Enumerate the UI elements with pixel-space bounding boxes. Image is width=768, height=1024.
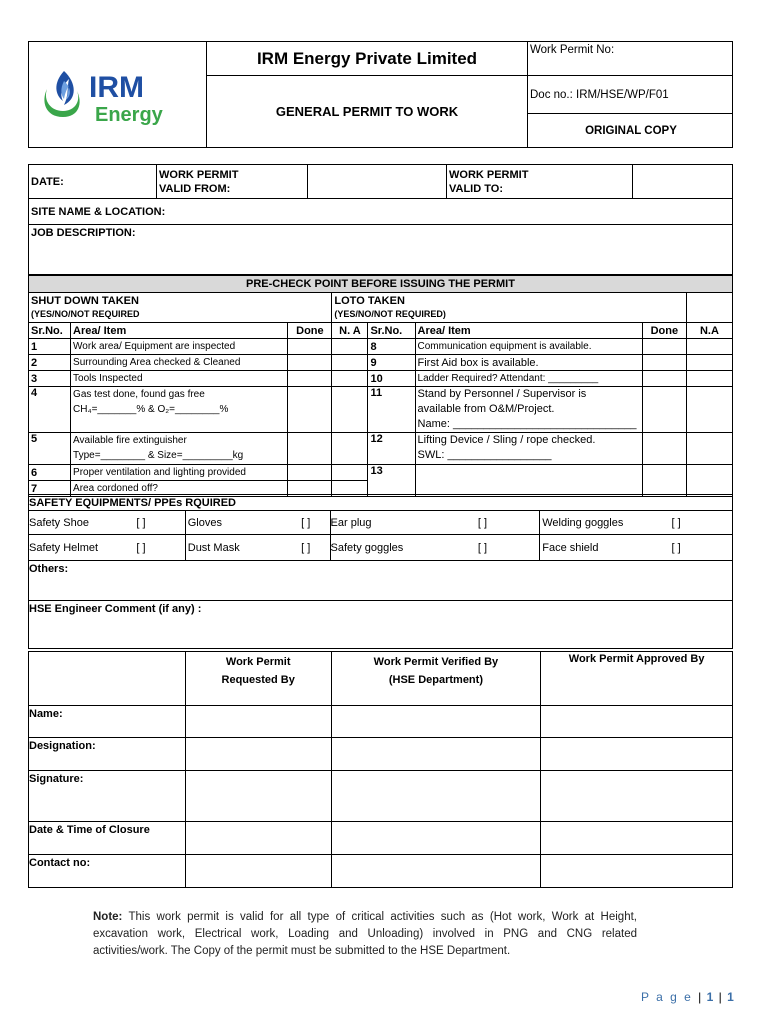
- na-checkbox[interactable]: [686, 387, 732, 433]
- row-no: 10: [368, 371, 415, 387]
- done-checkbox[interactable]: [288, 465, 332, 481]
- row-item: [415, 465, 642, 497]
- row-no: 9: [368, 355, 415, 371]
- na-checkbox[interactable]: [686, 433, 732, 465]
- na-checkbox[interactable]: [332, 371, 368, 387]
- company-name: IRM Energy Private Limited: [207, 42, 528, 76]
- valid-to-label: [447, 165, 633, 199]
- loto-options: (YES/NO/NOT REQUIRED): [334, 308, 446, 319]
- logo-text-irm: IRM: [88, 70, 144, 104]
- loto-field[interactable]: [686, 293, 732, 323]
- sign-row-closure: [29, 822, 733, 855]
- table-row: [29, 339, 733, 355]
- permit-title: GENERAL PERMIT TO WORK: [207, 76, 528, 148]
- sign-cell[interactable]: [331, 855, 541, 888]
- note-label: Note:: [93, 911, 123, 923]
- doc-no: Doc no.: IRM/HSE/WP/F01: [528, 76, 733, 114]
- sign-cell[interactable]: [541, 706, 733, 738]
- page-separator: |: [718, 990, 722, 1004]
- ppe-checkbox-gloves[interactable]: [ ]: [299, 511, 330, 535]
- valid-from-label: [157, 165, 308, 199]
- table-row: [29, 371, 733, 387]
- table-row: [29, 433, 733, 465]
- ppe-checkbox-safety-shoe[interactable]: [ ]: [134, 511, 185, 535]
- row-item: Ladder Required? Attendant: _________: [415, 371, 642, 387]
- ppe-label-welding-goggles: Welding goggles: [540, 511, 670, 535]
- sign-row-label: Name:: [29, 706, 186, 738]
- na-checkbox[interactable]: [332, 465, 368, 481]
- sign-row-label: Date & Time of Closure: [29, 822, 186, 855]
- ppe-checkbox-face-shield[interactable]: [ ]: [670, 535, 733, 561]
- valid-from-line2: VALID FROM:: [159, 182, 231, 195]
- done-checkbox[interactable]: [642, 355, 686, 371]
- approved-by-header: Work Permit Approved By: [541, 652, 733, 706]
- row-no: 2: [29, 355, 71, 371]
- site-location-label: SITE NAME & LOCATION:: [29, 199, 733, 225]
- note-text: This work permit is valid for all type of critical activities such as (Hot work, Work at Height, excavation work, Electrical work, Loading and Unloading) involved in PNG and CNG related activities/work. The Copy of the permit must be submitted to the HSE Department.: [93, 911, 637, 957]
- done-checkbox[interactable]: [288, 355, 332, 371]
- sign-cell[interactable]: [541, 738, 733, 771]
- sign-row-contact: [29, 855, 733, 888]
- footer-note: [93, 909, 637, 960]
- row-no: 1: [29, 339, 71, 355]
- col-srno-right: Sr.No.: [368, 323, 415, 339]
- sign-cell[interactable]: [331, 706, 541, 738]
- row-item-line1: Available fire extinguisher: [73, 435, 187, 446]
- row-no: 6: [29, 465, 71, 481]
- valid-to-field[interactable]: [633, 165, 733, 199]
- table-row: [29, 387, 733, 433]
- col-na: N. A: [332, 323, 368, 339]
- row-no: 12: [368, 433, 415, 465]
- col-item-right: Area/ Item: [415, 323, 642, 339]
- ppe-row: [29, 535, 733, 561]
- sign-cell[interactable]: [541, 822, 733, 855]
- page-separator: |: [698, 990, 702, 1004]
- page-number: [641, 990, 734, 1004]
- row-no: 13: [368, 465, 415, 497]
- row-item-line2: available from O&M/Project.: [417, 403, 555, 415]
- table-row: [29, 355, 733, 371]
- sign-cell[interactable]: [185, 771, 331, 822]
- sign-cell[interactable]: [331, 822, 541, 855]
- valid-to-line1: WORK PERMIT: [449, 168, 529, 181]
- logo-cell: [29, 42, 207, 148]
- na-checkbox[interactable]: [332, 387, 368, 433]
- ppe-checkbox-ear-plug[interactable]: [ ]: [450, 511, 540, 535]
- loto-label: LOTO TAKEN: [334, 294, 405, 307]
- row-no: 7: [29, 481, 71, 497]
- date-label: DATE:: [29, 165, 157, 199]
- sign-row-designation: [29, 738, 733, 771]
- table-row: [29, 465, 733, 481]
- done-checkbox[interactable]: [642, 387, 686, 433]
- sign-row-name: [29, 706, 733, 738]
- page-total: 1: [727, 990, 734, 1004]
- logo-text-energy: Energy: [94, 103, 163, 126]
- sign-cell[interactable]: [185, 706, 331, 738]
- row-item-line3: Name: ______________________________: [417, 418, 637, 430]
- row-item: [71, 387, 288, 433]
- na-checkbox[interactable]: [686, 465, 732, 497]
- page-label: P a g e: [641, 990, 693, 1004]
- row-item-line2: Type=________ & Size=_________kg: [73, 450, 244, 461]
- loto-taken: [332, 293, 686, 323]
- row-no: 5: [29, 433, 71, 465]
- sign-cell[interactable]: [541, 855, 733, 888]
- row-item: First Aid box is available.: [415, 355, 642, 371]
- ppe-label-safety-shoe: Safety Shoe: [29, 511, 135, 535]
- na-checkbox[interactable]: [686, 371, 732, 387]
- precheck-table: [28, 275, 733, 497]
- ppe-label-gloves: Gloves: [185, 511, 299, 535]
- col-srno: Sr.No.: [29, 323, 71, 339]
- shutdown-label: SHUT DOWN TAKEN: [31, 294, 139, 307]
- row-item: [415, 433, 642, 465]
- row-item-line1: Lifting Device / Sling / rope checked.: [417, 434, 596, 446]
- verified-by-header: [331, 652, 541, 706]
- valid-from-field[interactable]: [308, 165, 447, 199]
- others-field[interactable]: Others:: [29, 561, 733, 601]
- original-copy: ORIGINAL COPY: [528, 114, 733, 148]
- row-no: 3: [29, 371, 71, 387]
- ppe-checkbox-safety-goggles[interactable]: [ ]: [450, 535, 540, 561]
- ppe-label-face-shield: Face shield: [540, 535, 670, 561]
- sign-corner: [29, 652, 186, 706]
- na-checkbox[interactable]: [332, 433, 368, 465]
- row-item: Tools Inspected: [71, 371, 288, 387]
- sign-cell[interactable]: [541, 771, 733, 822]
- requested-by-header: [185, 652, 331, 706]
- irm-energy-logo: [33, 55, 203, 135]
- row-item-line2: SWL: _________________: [417, 449, 552, 461]
- ppe-checkbox-welding-goggles[interactable]: [ ]: [670, 511, 733, 535]
- na-checkbox[interactable]: [686, 339, 732, 355]
- work-permit-no: Work Permit No:: [528, 42, 733, 76]
- row-no: 8: [368, 339, 415, 355]
- row-item: [71, 433, 288, 465]
- ppe-title: SAFETY EQUIPMENTS/ PPEs RQUIRED: [29, 495, 733, 511]
- shutdown-options: (YES/NO/NOT REQUIRED: [31, 308, 140, 319]
- row-item: Work area/ Equipment are inspected: [71, 339, 288, 355]
- col-item: Area/ Item: [71, 323, 288, 339]
- row-no: 11: [368, 387, 415, 433]
- na-checkbox[interactable]: [686, 355, 732, 371]
- done-checkbox[interactable]: [642, 371, 686, 387]
- sign-row-label: Designation:: [29, 738, 186, 771]
- row-item-line1: Gas test done, found gas free: [73, 389, 205, 400]
- col-done: Done: [288, 323, 332, 339]
- page-current: 1: [706, 990, 714, 1004]
- sign-cell[interactable]: [331, 738, 541, 771]
- signature-table: [28, 651, 733, 888]
- job-description-label: JOB DESCRIPTION:: [29, 225, 733, 275]
- ppe-table: [28, 494, 733, 649]
- sign-cell[interactable]: [185, 855, 331, 888]
- flame-icon: [44, 71, 79, 117]
- row-item: Surrounding Area checked & Cleaned: [71, 355, 288, 371]
- done-checkbox[interactable]: [642, 339, 686, 355]
- row-item: Proper ventilation and lighting provided: [71, 465, 288, 481]
- ppe-checkbox-safety-helmet[interactable]: [ ]: [134, 535, 185, 561]
- row-item: Area cordoned off?: [71, 481, 288, 497]
- done-checkbox[interactable]: [642, 465, 686, 497]
- requested-by-line1: Work Permit: [225, 656, 291, 668]
- sign-cell[interactable]: [185, 822, 331, 855]
- row-no: 4: [29, 387, 71, 433]
- done-checkbox[interactable]: [288, 387, 332, 433]
- valid-to-line2: VALID TO:: [449, 182, 503, 195]
- shutdown-taken: [29, 293, 332, 323]
- ppe-checkbox-dust-mask[interactable]: [ ]: [299, 535, 330, 561]
- sign-row-label: Contact no:: [29, 855, 186, 888]
- requested-by-line2: Requested By: [221, 674, 295, 686]
- header-table: [28, 41, 733, 148]
- ppe-label-safety-goggles: Safety goggles: [330, 535, 450, 561]
- done-checkbox[interactable]: [288, 433, 332, 465]
- sign-row-label: Signature:: [29, 771, 186, 822]
- verified-by-line2: (HSE Department): [388, 674, 483, 686]
- na-checkbox[interactable]: [332, 355, 368, 371]
- permit-info-table: [28, 164, 733, 275]
- ppe-row: [29, 511, 733, 535]
- col-na-right: N.A: [686, 323, 732, 339]
- valid-from-line1: WORK PERMIT: [159, 168, 239, 181]
- ppe-label-dust-mask: Dust Mask: [185, 535, 299, 561]
- sign-row-signature: [29, 771, 733, 822]
- row-item: Communication equipment is available.: [415, 339, 642, 355]
- hse-comment-field[interactable]: HSE Engineer Comment (if any) :: [29, 601, 733, 649]
- row-item-line1: Stand by Personnel / Supervisor is: [417, 388, 587, 400]
- ppe-label-safety-helmet: Safety Helmet: [29, 535, 135, 561]
- row-item-line2: CH₄=_______% & O₂=________%: [73, 404, 229, 415]
- col-done-right: Done: [642, 323, 686, 339]
- ppe-label-ear-plug: Ear plug: [330, 511, 450, 535]
- done-checkbox[interactable]: [642, 433, 686, 465]
- na-checkbox[interactable]: [332, 339, 368, 355]
- row-item: [415, 387, 642, 433]
- sign-cell[interactable]: [331, 771, 541, 822]
- sign-cell[interactable]: [185, 738, 331, 771]
- precheck-title: PRE-CHECK POINT BEFORE ISSUING THE PERMIT: [29, 276, 733, 293]
- done-checkbox[interactable]: [288, 339, 332, 355]
- verified-by-line1: Work Permit Verified By: [373, 656, 499, 668]
- done-checkbox[interactable]: [288, 371, 332, 387]
